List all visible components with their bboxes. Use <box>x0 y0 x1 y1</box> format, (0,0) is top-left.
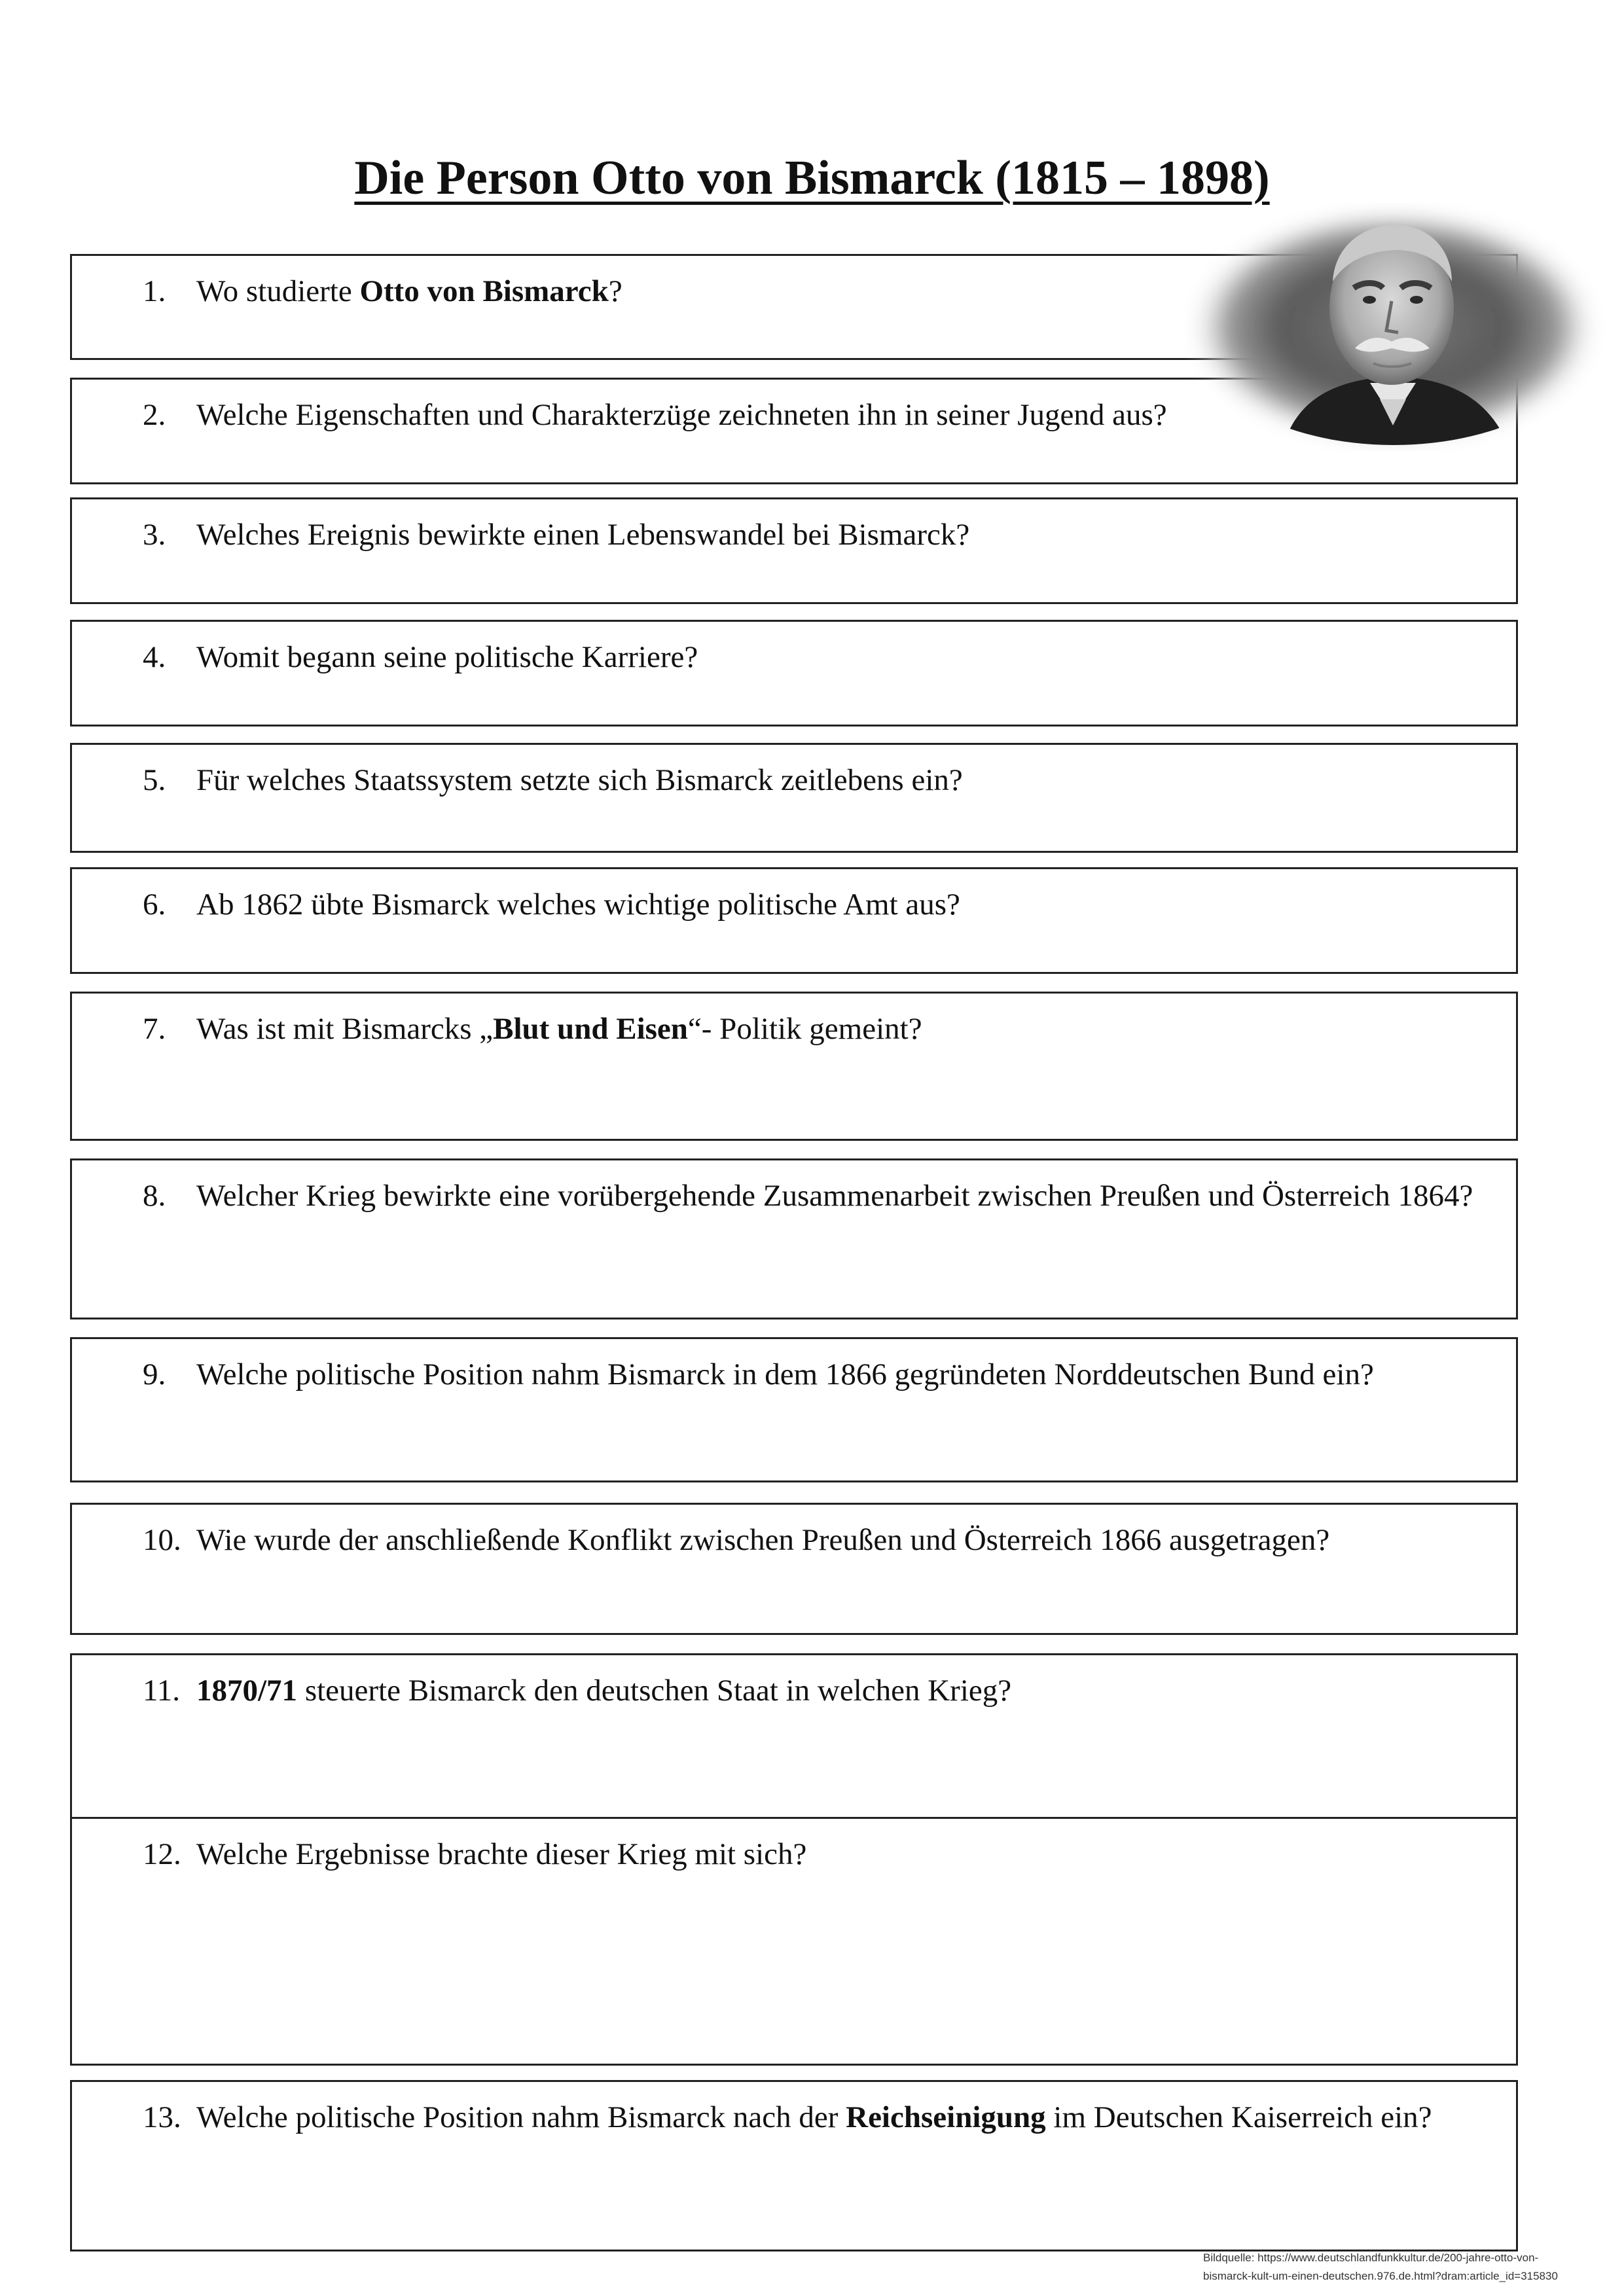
question-text-part: Wie wurde der anschließende Konflikt zwischen Preußen und Österreich 1866 ausgetragen? <box>196 1523 1330 1557</box>
question-box-5 <box>70 743 1518 853</box>
question-number: 1. <box>143 274 166 308</box>
question-text-part: Was ist mit Bismarcks „ <box>196 1012 494 1046</box>
question-line <box>143 1172 1494 1219</box>
question-line <box>143 1005 1494 1052</box>
question-line <box>143 1831 1494 1878</box>
question-text-part: Welches Ereignis bewirkte einen Lebenswandel bei Bismarck? <box>196 518 970 552</box>
question-text-bold: Blut und Eisen <box>493 1012 688 1046</box>
worksheet-title: Die Person Otto von Bismarck (1815 – 1898) <box>354 151 1270 205</box>
credit-line-1: Bildquelle: https://www.deutschlandfunkkultur.de/200-jahre-otto-von- <box>1203 2251 1539 2264</box>
question-line <box>143 2094 1494 2141</box>
question-number: 3. <box>143 518 166 552</box>
question-number: 12. <box>143 1837 181 1871</box>
question-number: 9. <box>143 1357 166 1391</box>
credit-line-2: bismarck-kult-um-einen-deutschen.976.de.html?dram:article_id=315830 <box>1203 2270 1558 2282</box>
question-text-part: im Deutschen Kaiserreich ein? <box>1045 2100 1432 2134</box>
question-text-part: Wo studierte <box>196 274 360 308</box>
question-text <box>143 1667 1494 1714</box>
question-text-part: Für welches Staatssystem setzte sich Bismarck zeitlebens ein? <box>196 763 963 797</box>
question-number: 10. <box>143 1523 181 1557</box>
question-box-9 <box>70 1337 1518 1482</box>
question-box-8 <box>70 1158 1518 1319</box>
question-text-bold: Reichseinigung <box>846 2100 1046 2134</box>
question-text-bold: Otto von Bismarck <box>359 274 609 308</box>
question-text-part: ? <box>608 274 623 308</box>
question-box-6 <box>70 867 1518 974</box>
question-line <box>143 634 1494 681</box>
question-text-bold: 1870/71 <box>196 1674 298 1708</box>
question-number: 7. <box>143 1012 166 1046</box>
question-line <box>143 757 1494 804</box>
question-text <box>143 1351 1494 1398</box>
question-text-part: “- Politik gemeint? <box>687 1012 922 1046</box>
question-number: 5. <box>143 763 166 797</box>
question-text-part: steuerte Bismarck den deutschen Staat in welchen Krieg? <box>297 1674 1012 1708</box>
question-text <box>143 881 1494 928</box>
question-text <box>143 1172 1494 1219</box>
question-text-part: Womit begann seine politische Karriere? <box>196 640 698 674</box>
question-number: 13. <box>143 2100 181 2134</box>
question-line <box>143 1351 1494 1398</box>
question-number: 4. <box>143 640 166 674</box>
question-line <box>143 1667 1494 1714</box>
question-box-4 <box>70 620 1518 726</box>
question-text <box>143 511 1494 558</box>
question-number: 11. <box>143 1674 181 1708</box>
question-box-7 <box>70 992 1518 1141</box>
question-line <box>143 1516 1494 1564</box>
question-box-13 <box>70 2080 1518 2251</box>
question-text-part: Welcher Krieg bewirkte eine vorübergehende Zusammenarbeit zwischen Preußen und Österreich 1864? <box>196 1179 1473 1213</box>
question-box-12 <box>70 1817 1518 2066</box>
question-text <box>143 1005 1494 1052</box>
question-line <box>143 511 1494 558</box>
bismarck-portrait <box>1183 203 1604 452</box>
question-box-3 <box>70 497 1518 604</box>
question-number: 6. <box>143 888 166 922</box>
question-line <box>143 881 1494 928</box>
question-text-part: Welche Ergebnisse brachte dieser Krieg mit sich? <box>196 1837 807 1871</box>
image-source-credit <box>1203 2249 1609 2286</box>
question-text <box>143 2094 1494 2141</box>
question-box-10 <box>70 1503 1518 1635</box>
question-number: 8. <box>143 1179 166 1213</box>
question-text-part: Welche Eigenschaften und Charakterzüge zeichneten ihn in seiner Jugend aus? <box>196 398 1167 432</box>
question-text-part: Welche politische Position nahm Bismarck nach der <box>196 2100 846 2134</box>
question-number: 2. <box>143 398 166 432</box>
question-text <box>143 1831 1494 1878</box>
question-text-part: Ab 1862 übte Bismarck welches wichtige politische Amt aus? <box>196 888 960 922</box>
question-text <box>143 1516 1494 1564</box>
question-box-11 <box>70 1653 1518 1821</box>
question-text <box>143 757 1494 804</box>
question-text <box>143 634 1494 681</box>
question-text-part: Welche politische Position nahm Bismarck in dem 1866 gegründeten Norddeutschen Bund ein? <box>196 1357 1374 1391</box>
